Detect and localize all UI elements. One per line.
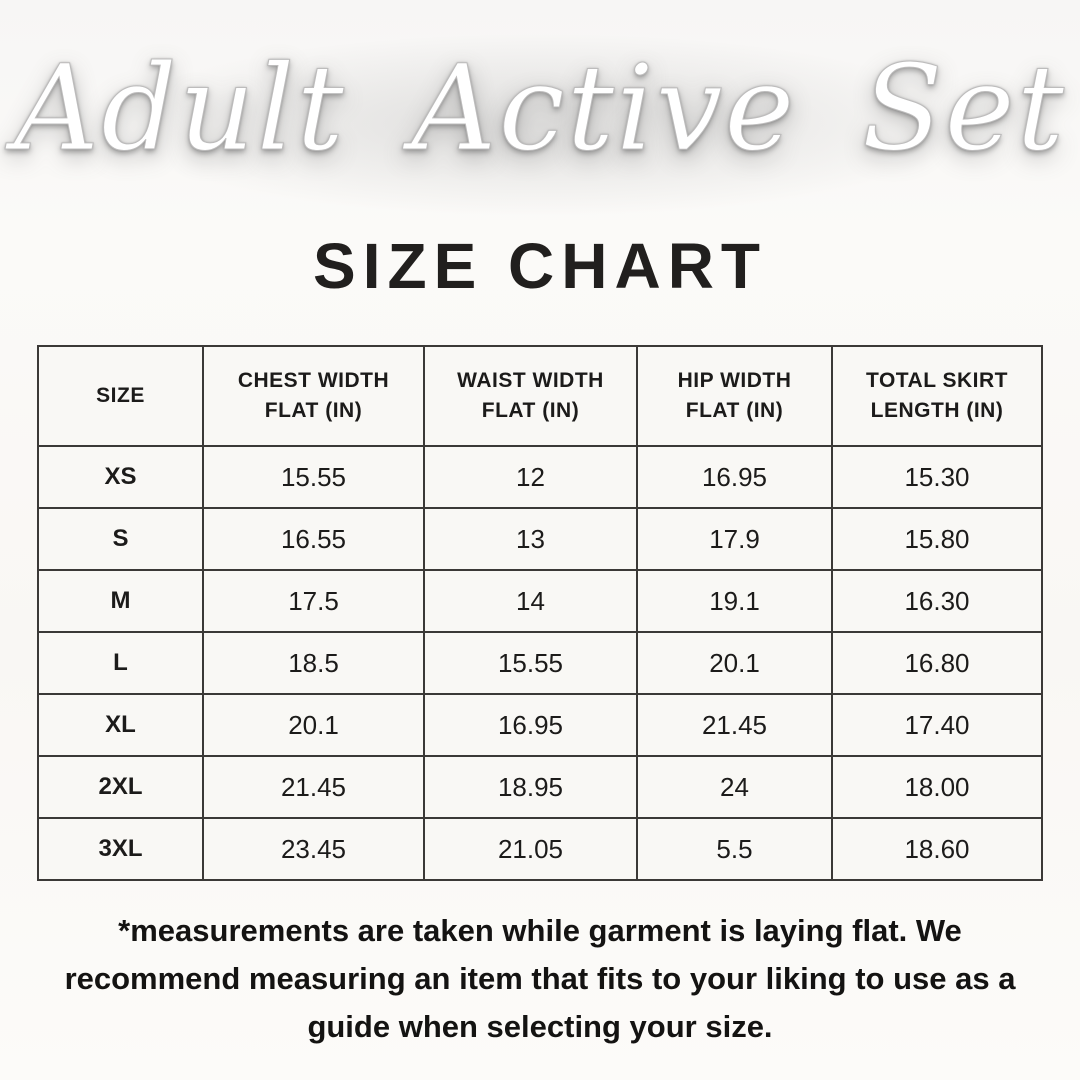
cell-chest: 23.45 [203, 818, 424, 880]
column-header-chest-line1: CHEST WIDTH [237, 368, 390, 392]
column-header-hip [637, 346, 832, 446]
cell-skirt: 15.80 [832, 508, 1042, 570]
cell-size: S [38, 508, 203, 570]
cell-hip: 20.1 [637, 632, 832, 694]
cell-skirt: 15.30 [832, 446, 1042, 508]
table-header-row [38, 346, 1042, 446]
table-row [38, 632, 1042, 694]
cell-hip: 16.95 [637, 446, 832, 508]
table-row [38, 818, 1042, 880]
cell-hip: 24 [637, 756, 832, 818]
table-row [38, 694, 1042, 756]
cell-size: 2XL [38, 756, 203, 818]
measurement-footnote: *measurements are taken while garment is laying flat. We recommend measuring an item that fits to your liking to use as a guide when selecting your size. [64, 913, 1016, 1045]
cell-size: XS [38, 446, 203, 508]
cell-waist: 12 [424, 446, 637, 508]
cell-chest: 15.55 [203, 446, 424, 508]
table-row [38, 570, 1042, 632]
cell-waist: 13 [424, 508, 637, 570]
column-header-skirt [832, 346, 1042, 446]
column-header-chest-line2: FLAT (IN) [264, 399, 363, 422]
cell-chest: 18.5 [203, 632, 424, 694]
column-header-waist-line2: FLAT (IN) [481, 399, 580, 422]
cell-size: L [38, 632, 203, 694]
column-header-chest [203, 346, 424, 446]
cell-skirt: 18.60 [832, 818, 1042, 880]
column-header-skirt-line1: TOTAL SKIRT [866, 368, 1008, 392]
size-chart-table [37, 345, 1043, 881]
cell-chest: 21.45 [203, 756, 424, 818]
script-title: Adult Active Set [14, 38, 1066, 177]
cell-size: XL [38, 694, 203, 756]
cell-hip: 21.45 [637, 694, 832, 756]
column-header-hip-line2: FLAT (IN) [685, 399, 784, 422]
cell-waist: 14 [424, 570, 637, 632]
table-row [38, 756, 1042, 818]
column-header-waist [424, 346, 637, 446]
column-header-waist-line1: WAIST WIDTH [457, 368, 604, 392]
cell-skirt: 16.80 [832, 632, 1042, 694]
column-header-hip-line1: HIP WIDTH [677, 368, 792, 392]
cell-hip: 19.1 [637, 570, 832, 632]
cell-hip: 17.9 [637, 508, 832, 570]
cell-chest: 16.55 [203, 508, 424, 570]
cell-chest: 20.1 [203, 694, 424, 756]
table-row [38, 508, 1042, 570]
column-header-size [38, 346, 203, 446]
cell-waist: 15.55 [424, 632, 637, 694]
column-header-skirt-line2: LENGTH (IN) [870, 399, 1004, 422]
size-chart-heading: SIZE CHART [313, 230, 767, 302]
cell-size: M [38, 570, 203, 632]
cell-hip: 5.5 [637, 818, 832, 880]
table-row [38, 446, 1042, 508]
cell-skirt: 16.30 [832, 570, 1042, 632]
column-header-size-label: SIZE [96, 383, 145, 407]
cell-skirt: 18.00 [832, 756, 1042, 818]
cell-chest: 17.5 [203, 570, 424, 632]
cell-waist: 21.05 [424, 818, 637, 880]
cell-size: 3XL [38, 818, 203, 880]
cell-waist: 18.95 [424, 756, 637, 818]
cell-waist: 16.95 [424, 694, 637, 756]
header-banner [0, 0, 1080, 215]
cell-skirt: 17.40 [832, 694, 1042, 756]
